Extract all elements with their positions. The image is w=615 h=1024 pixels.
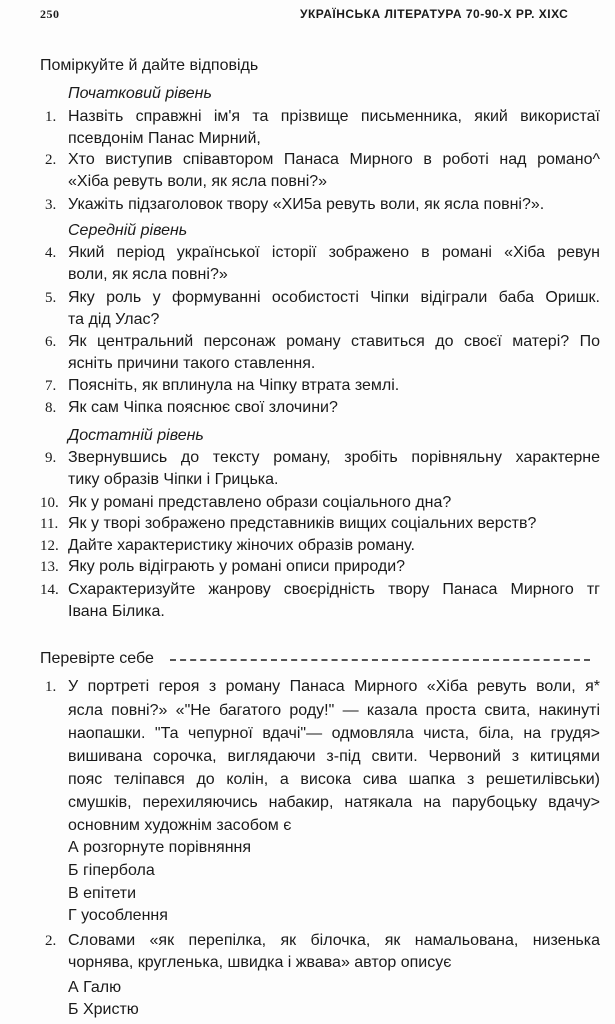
test-question-line: ясла повні?» «"Не багатого роду!" — казала проста свита, накинуті [68,702,600,719]
question-text-line: Назвіть справжні ім'я та прізвище письменника, який використаї [68,108,600,125]
question-number: 7. [45,378,57,394]
test-question-line: вишивана сорочка, виглядаючи з-під свити. Червоний з китицями [68,748,600,765]
question-number: 5. [45,290,57,306]
answer-option: А Галю [68,979,122,996]
test-question-line: наопашки. "Та чепурної вдачі"— одмовляла чиста, біла, на грудя> [68,725,600,742]
test-question-line: пояс теліпався до колін, а висока сива шапка з решетилівськи) [68,771,600,788]
question-text-line: Звернувшись до тексту роману, зробіть порівняльну характерне [68,449,600,466]
test-question-line: Словами «як перепілка, як білочка, як намальована, низенька [68,932,600,949]
question-text-line: та дід Улас? [68,311,160,328]
question-number: 10. [40,495,59,511]
section-title: Поміркуйте й дайте відповідь [40,57,259,74]
question-number: 3. [45,197,57,213]
test-question-line: смушків, перехиляючись набакир, натякала на парубоцьку вдачу> [68,794,600,811]
question-number: 9. [45,450,57,466]
question-text-line: Як у творі зображено представників вищих соціальних верств? [68,515,537,532]
page-number: 250 [40,7,60,21]
answer-option: В епітети [68,885,137,902]
question-text-line: псевдонім Панас Мирний, [68,130,261,147]
question-text-line: Хто виступив співавтором Панаса Мирного в роботі над романо^ [68,151,600,168]
answer-option: Б гіпербола [68,862,155,879]
question-number: 1. [45,109,57,125]
question-number: 1. [45,679,57,695]
question-text-line: Яку роль у формуванні особистості Чіпки відіграли баба Оришк. [68,289,600,306]
level-heading: Початковий рівень [68,85,212,102]
question-text-line: Схарактеризуйте жанрову своєрідність твору Панаса Мирного тг [68,581,600,598]
question-text-line: Івана Білика. [68,603,165,620]
level-heading: Достатній рівень [68,427,204,444]
question-text-line: ясніть причини такого ставлення. [68,355,316,372]
question-number: 6. [45,334,57,350]
answer-option: А розгорнуте порівняння [68,839,252,856]
test-question-line: У портреті героя з роману Панаса Мирного «Хіба ревуть воли, я* [68,678,600,695]
running-title: УКРАЇНСЬКА ЛІТЕРАТУРА 70-90-Х РР. ХІХС [300,7,569,21]
question-text-line: Як сам Чіпка пояснює свої злочини? [68,399,338,416]
question-number: 2. [45,933,57,949]
question-text-line: Яку роль відіграють у романі описи природи? [68,558,406,575]
section-title: Перевірте себе [40,650,154,667]
dashed-divider [170,659,590,661]
question-number: 4. [45,245,57,261]
question-number: 2. [45,152,57,168]
question-text-line: «Хіба ревуть воли, як ясла повні?» [68,173,328,190]
test-question-line: чорнява, кругленька, швидка і жвава» автор описує [68,954,452,971]
level-heading: Середній рівень [68,222,188,239]
question-number: 13. [40,559,59,575]
question-text-line: тику образів Чіпки і Грицька. [68,471,279,488]
question-number: 8. [45,400,57,416]
answer-option: Г уособлення [68,907,168,924]
question-text-line: Укажіть підзаголовок твору «ХИ5а ревуть воли, як ясла повні?». [68,196,545,213]
question-number: 11. [40,516,59,532]
test-question-line: основним художнім засобом є [68,817,292,834]
question-text-line: Який період української історії зображено в романі «Хіба ревун [68,244,600,261]
question-text-line: Як у романі представлено образи соціального дна? [68,494,452,511]
question-number: 14. [40,582,59,598]
question-text-line: воли, як ясла повні?» [68,266,228,283]
question-number: 12. [40,538,59,554]
question-text-line: Поясніть, як вплинула на Чіпку втрата землі. [68,377,400,394]
question-text-line: Дайте характеристику жіночих образів роману. [68,537,415,554]
answer-option: Б Христю [68,1001,139,1018]
question-text-line: Як центральний персонаж роману ставиться до своєї матері? По [68,333,600,350]
